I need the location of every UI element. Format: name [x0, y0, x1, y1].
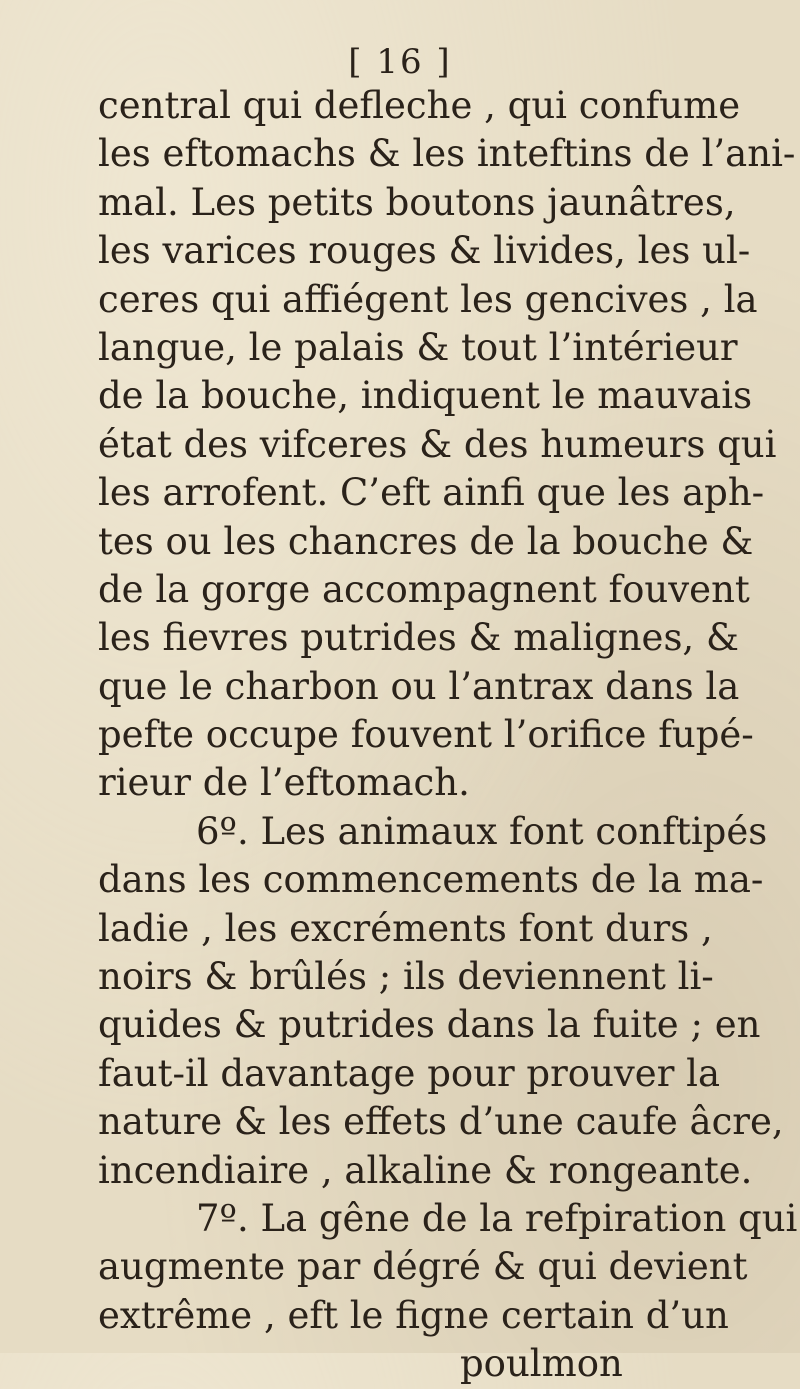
- text-line: les fievres putrides & malignes, &: [98, 616, 739, 660]
- text-line: pefte occupe fouvent l’orifice fupé-: [98, 713, 754, 757]
- text-line: état des vifceres & des humeurs qui: [98, 422, 777, 466]
- paragraph-start-line: 6º. Les animaux font conftipés: [196, 809, 768, 853]
- text-line: nature & les effets d’une caufe âcre,: [98, 1100, 784, 1144]
- text-line: mal. Les petits boutons jaunâtres,: [98, 180, 736, 224]
- text-line: les arrofent. C’eft ainfi que les aph-: [98, 471, 765, 515]
- text-line: noirs & brûlés ; ils deviennent li-: [98, 955, 714, 999]
- text-line: faut-il davantage pour prouver la: [98, 1051, 721, 1095]
- text-line: ladie , les excréments font durs ,: [98, 906, 713, 950]
- text-line: incendiaire , alkaline & rongeante.: [98, 1148, 753, 1192]
- text-line: central qui defleche , qui confume: [98, 84, 741, 127]
- paragraph-start-line: 7º. La gêne de la refpiration qui: [196, 1196, 798, 1240]
- text-line: ceres qui affiégent les gencives , la: [98, 277, 758, 321]
- text-line: extrême , eft le figne certain d’un: [98, 1293, 729, 1337]
- text-line: que le charbon ou l’antrax dans la: [98, 664, 740, 708]
- text-line: langue, le palais & tout l’intérieur: [98, 325, 738, 369]
- text-line: augmente par dégré & qui devient: [98, 1245, 748, 1289]
- text-line: quides & putrides dans la fuite ; en: [98, 1003, 761, 1047]
- text-line: rieur de l’eftomach.: [98, 761, 470, 805]
- catchword: poulmon: [460, 1342, 623, 1386]
- text-line: les varices rouges & livides, les ul-: [98, 229, 751, 273]
- text-line: de la gorge accompagnent fouvent: [98, 567, 750, 611]
- body-text: [98, 82, 798, 1389]
- text-line: tes ou les chancres de la bouche &: [98, 519, 754, 563]
- text-line: dans les commencements de la ma-: [98, 858, 764, 902]
- page-number: [ 16 ]: [348, 42, 452, 82]
- text-line: les eftomachs & les inteftins de l’ani-: [98, 132, 796, 176]
- text-line: de la bouche, indiquent le mauvais: [98, 374, 753, 418]
